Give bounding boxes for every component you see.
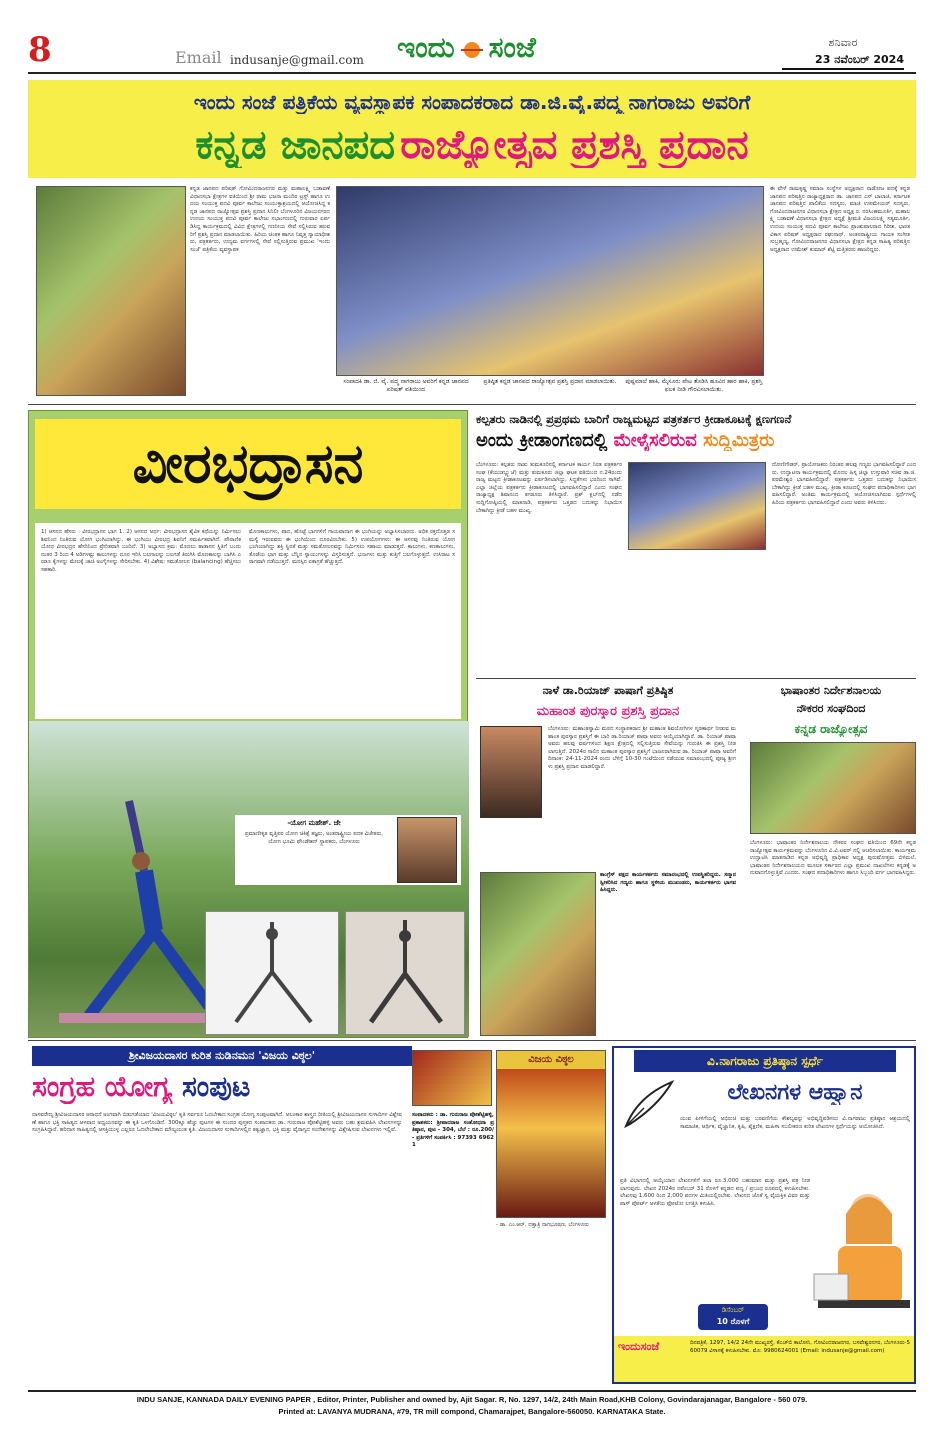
sports-headline-c: ಸುದ್ದಿಮಿತ್ರರು <box>703 430 775 451</box>
award-caption-c: ಪುಷ್ಪಮಾಲೆ ಹಾಕಿ, ಮೈಸೂರು ಪೇಟ ತೊಡಿಸಿ ಹೂವಿನ ಹಾರ ಹಾಕಿ, ಪ್ರಶಸ್ತಿ ಫಲಕ ನೀಡಿ ಗೌರವಿಸಲಾಯಿತು. <box>625 378 763 393</box>
writer-illustration <box>810 1174 914 1334</box>
contest-address-brand: ಇಂದುಸಂಜೆ <box>618 1340 660 1353</box>
sports-kicker: ಕಲ್ಪತರು ನಾಡಿನಲ್ಲಿ ಪ್ರಪ್ರಥಮ ಬಾರಿಗೆ ರಾಜ್ಯಮಟ್ಟದ ಪತ್ರಕರ್ತರ ಕ್ರೀಡಾಕೂಟಕ್ಕೆ ಕ್ಷಣಗಣನೆ <box>476 412 792 426</box>
sports-photo <box>628 462 766 550</box>
email-address[interactable]: indusanje@gmail.com <box>230 53 364 67</box>
page-number: 8 <box>28 30 52 70</box>
award-caption-b: ಪ್ರತಿಷ್ಠಿತ ಕನ್ನಡ ಜಾನಪದ ರಾಜ್ಯೋತ್ಸವ ಪ್ರಶಸ್ತಿ ಪ್ರದಾನ ಮಾಡಲಾಯಿತು. <box>483 378 617 385</box>
sports-headline-b: ಮೇಳೈಸಲಿರುವ <box>613 430 697 451</box>
award-photo-1 <box>36 186 186 396</box>
date-day: 23 <box>815 53 831 66</box>
award-headline-green: ಕನ್ನಡ ಜಾನಪದ <box>195 122 396 168</box>
deadline-month: ಡಿಸೆಂಬರ್ <box>721 1306 745 1314</box>
contest-banner: ವಿ.ನಾಗರಾಜು ಪ್ರತಿಷ್ಠಾನ ಸ್ಪರ್ಧೆ <box>634 1050 896 1072</box>
imprint-line-2: Printed at: LAVANYA MUDRANA, #79, TR mill compond, Chamarajpet, Bangalore-560050. KARNATAKA State. <box>278 1407 666 1416</box>
quill-icon <box>618 1076 678 1132</box>
mid-rule <box>28 1040 916 1041</box>
contest-headline: ಲೇಖನಗಳ ಆಹ್ವಾನ <box>727 1080 863 1105</box>
section-rule <box>28 404 916 405</box>
yoga-text-panel <box>35 523 461 719</box>
translation-body: ಬೆಂಗಳೂರು: ಭಾಷಾಂತರ ನಿರ್ದೇಶನಾಲಯ ನೌಕರರ ಸಂಘದ ವತಿಯಿಂದ 69ನೇ ಕನ್ನಡ ರಾಜ್ಯೋತ್ಸವ ಕಾರ್ಯಕ್ರಮವನ್ನು ಬೆಂಗಳೂರಿನ ವಿ.ವಿ.ಟವರ್ ನಲ್ಲಿ ಆಚರಿಸಲಾಯಿತು. ಕಾರ್ಯಕ್ರಮ ಉದ್ಘಾಟಿಸಿ ಮಾತನಾಡಿದ ಕನ್ನಡ ಅಭಿವೃದ್ಧಿ ಪ್ರಾಧಿಕಾರ ಅಧ್ಯಕ್ಷ ಪುರುಷೋತ್ತಮ ಬಿಳಿಮಲೆ, ಭಾಷಾಂತರ ನಿರ್ದೇಶನಾಲಯದ ಮೂಲಕ ಸರ್ಕಾರದ ಎಲ್ಲಾ ಪ್ರಮುಖ ದಾಖಲೆಗಳು ಕನ್ನಡಕ್ಕೆ ಅನುವಾದಗೊಳ್ಳುತ್ತಿವೆ ಎಂದರು. ಸಂಘದ ಪದಾಧಿಕಾರಿಗಳು ಹಾಗೂ ಸಿಬ್ಬಂದಿ ವರ್ಗ ಭಾಗವಹಿಸಿದ್ದರು. <box>750 840 916 877</box>
book-headline-a: ಸಂಗ್ರಹ ಯೋಗ್ಯ <box>32 1070 173 1103</box>
author-photo <box>397 817 457 883</box>
translation-headline: ಕನ್ನಡ ರಾಜ್ಯೋತ್ಸವ <box>794 722 868 736</box>
yoga-step-photo-2 <box>345 911 465 1035</box>
sports-col-2: ದೋಣಿಗೌಡರ್, ಪ್ರಾಯೋಜಕರು ನಿರಂತರ ಹಲವು ಗಣ್ಯರು ಭಾಗವಹಿಸಲಿದ್ದಾರೆ ಎಂದರು. ಉದ್ಘಾಟನಾ ಕಾರ್ಯಕ್ರಮದಲ್ಲಿ ಮೊದಲ ಹಿಸ್ಸ ಜಿಲ್ಲಾ ಉಸ್ತುವಾರಿ ಸಚಿವ ಡಾ.ಜಿ.ಪರಮೇಶ್ವರ ಭಾಗವಹಿಸಲಿದ್ದಾರೆ. ಪತ್ರಕರ್ತರು ಒತ್ತಡದ ಬದುಕನ್ನು ನಿಭಾಯಿಸಬೇಕಾಗಿದ್ದು ಕ್ರೀಡೆ ಬಹಳ ಮುಖ್ಯ. ಕ್ರೀಡಾ ಕೂಟದಲ್ಲಿ ಸಂಘದ ಪದಾಧಿಕಾರಿಗಳು ಭಾಗವಹಿಸಲಿದ್ದಾರೆ. ಅಂತಿಮ ಕಾರ್ಯಕ್ರಮದಲ್ಲಿ ಆಯೋಜಿಸಲಾಗಿರುವ ಸ್ಪರ್ಧೆಗಳಲ್ಲಿ ಹಿರಿಯ ಪತ್ರಕರ್ತರು ಭಾಗವಹಿಸಲಿದ್ದಾರೆ ಎಂದು ಅವರು ತಿಳಿಸಿದರು. <box>772 462 916 506</box>
logo-left: ಇಂದು <box>397 31 455 64</box>
riyaz-event-photo <box>480 872 596 1036</box>
yogi-figure <box>49 791 229 1031</box>
award-col-left: ಕನ್ನಡ ಜಾನಪದ ಪರಿಷತ್ ಗೋವಿಂದರಾಜನಗರ ಮತ್ತು ಮಹಾಲಕ್ಷ್ಮಿ ಬಡಾವಣೆ ವಿಧಾನಸಭಾ ಕ್ಷೇತ್ರಗಳ ವತಿಯಿಂದ ಶ್ರೀ ರಾಮ ಭಜನಾ ಮಂದಿರ ಟ್ರಸ್ಟ್ ಹಾಗೂ ಉದಯ ಸಂಯುಕ್ತ ಪದವಿ ಪೂರ್ವ ಕಾಲೇಜು ಸಂಯುಕ್ತಾಶ್ರಯದಲ್ಲಿ ಆಯೋಜಿಸಿದ್ದ ಕನ್ನಡ ಜಾನಪದ ರಾಜ್ಯೋತ್ಸವ ಪ್ರಶಸ್ತಿ ಪ್ರದಾನ ಸಿನಿಲೀ ಬೆಂಗಳೂರಿನ ವಿಜಯನಗರದ ಉದಯ ಸಂಯುಕ್ತ ಪದವಿ ಪೂರ್ವ ಕಾಲೇಜು ಸಭಾಂಗಣದಲ್ಲಿ ಗುರುವಾರ ಏರ್ಪಡಿಸಿದ್ದ ಕಾರ್ಯಕ್ರಮದಲ್ಲಿ ವಿವಿಧ ಕ್ಷೇತ್ರಗಳಲ್ಲಿ ಗಣನೀಯ ಸೇವೆ ಸಲ್ಲಿಸಿರುವ ಹಲವರಿಗೆ ಪ್ರಶಸ್ತಿ ಪ್ರದಾನ ಮಾಡಲಾಯಿತು. ಹಿರಿಯ ಚಿಂತಕ ಹಾಗೂ ನಿವೃತ್ತ ನ್ಯಾಯಾಧೀಶರು, ಪತ್ರಕರ್ತರು, ಉದ್ಯಮ ವರ್ಗಗಳಲ್ಲಿ ಸೇವೆ ಸಲ್ಲಿಸುತ್ತಿರುವ ಪ್ರಮುಖ 'ಇಂದು ಸಂಜೆ' ಪತ್ರಿಕೆಯ ವ್ಯವಸ್ಥಾಪಕ <box>190 186 330 253</box>
sports-headline-a: ಅಂದು ಕ್ರೀಡಾಂಗಣದಲ್ಲಿ <box>476 430 608 451</box>
yoga-author-box <box>235 815 461 885</box>
book-kicker: ಶ್ರೀವಿಜಯದಾಸರ ಕುರಿತ ನುಡಿನಮನ 'ವಿಜಯ ವಿಠ್ಠಲ' <box>32 1046 412 1066</box>
masthead-logo <box>397 28 536 68</box>
riyaz-event-caption: ಕಾಂಗ್ರೆಸ್ ಪಕ್ಷದ ಕಾರ್ಯಕರ್ತರು ಸಮಾರಂಭದಲ್ಲಿ ಉಪಸ್ಥಿತರಿದ್ದರು. ಸನ್ಮಾನ ಸ್ವೀಕರಿಸಿದ ಗಣ್ಯರು ಹಾಗೂ ಸ್ಥಳೀಯ ಮುಖಂಡರು, ಕಾರ್ಯಕರ್ತರು ಭಾಗವಹಿಸಿದ್ದರು. <box>600 872 736 894</box>
contest-box <box>612 1046 916 1384</box>
riyaz-headline-b: ಪ್ರಶಸ್ತಿ ಪ್ರದಾನ <box>621 704 680 719</box>
weekday: ಶನಿವಾರ <box>828 36 858 49</box>
riyaz-headline-a: ಮಹಾಂತ ಪುರಸ್ಕಾರ <box>536 704 617 719</box>
contest-intro: ಯುವ ಪೀಳಿಗೆಯಲ್ಲಿ ಅಭಿರುಚಿ ಮತ್ತು ಬರವಣಿಗೆಯ ಕೌಶಲ್ಯವನ್ನು ಅಭಿವೃದ್ಧಿಪಡಿಸಲು ವಿ.ನಾಗರಾಜು ಪ್ರತಿಷ್ಠಾನ ಆಶ್ರಯದಲ್ಲಿ ಸಾಮಾಜಿಕ, ಆರ್ಥಿಕ, ವೈಜ್ಞಾನಿಕ, ಕೃಷಿ, ಶೈಕ್ಷಣಿಕ, ಮಹಿಳಾ ಸಬಲೀಕರಣ ಕುರಿತ ಲೇಖನಗಳ ಸ್ಪರ್ಧೆಯನ್ನು ಆಯೋಜಿಸಿದೆ. <box>680 1116 910 1130</box>
book-details: ಸಂಪಾದಕರು : ಡಾ. ಗುರುರಾಜ ಪೋಶೆಟ್ಟಿಹಳ್ಳಿ, ಪ್ರಕಾಶಕರು: ಶ್ರೀಪಾದರಾಜ ಸಂಶೋಧನಾ ಪ್ರತಿಷ್ಠಾನ, ಪುಟ - 304, ಬೆಲೆ : ರೂ.200/- ಪ್ರತಿಗಳಿಗೆ ಸಂಪರ್ಕಿಸಿ : 97393 69621 <box>412 1112 494 1149</box>
yoga-col-1: 1) ಆಸನದ ಹೆಸರು : ವೀರಭದ್ರಾಸನ ಭಾಗ 1. 2) ಆಸನದ ಅರ್ಥ: ವೀರಭದ್ರಾಸನ ಶೈವಿಕ ಕಥೆಯನ್ನು ನಿರ್ಮಿಸಲು ಶಿವನಿಂದ ನಿಂತಿರುವ ಯೋಗ ಭಂಗಿಯಾಗಿದ್ದು, ಈ ಭಂಗಿಯು ವೀರಭದ್ರ ಶಿವನಿಗೆ ಸಮರ್ಪಿತವಾಗಿದೆ. ಪೌರಾಣಿಕ ಯೋಧ ವೀರಭದ್ರನ ಹೆಸರಿನಿಂದ ಪ್ರೇರಿತವಾಗಿ ಬಂದಿದೆ. 3) ಅಭ್ಯಾಸದ ಕ್ರಮ: ಮೊದಲು ತಾಡಾಸನ ಸ್ಥಿತಿಗೆ ಬಂದು ನಂತರ 3 ರಿಂದ 4 ಅಡಿಗಳಷ್ಟು ಕಾಲುಗಳನ್ನು ದೂರ ಇರಿಸಿ ಬಲಗಾಲನ್ನು ಬಲಗಡೆ ತಿರುಗಿಸಿ ಮೊಣಕಾಲನ್ನು ಬಾಗಿಸಿ ಎರಡೂ ಕೈಗಳನ್ನು ಮೇಲಕ್ಕೆ ಚಾಚಿ ಅಂಗೈಗಳನ್ನು ಸೇರಿಸಬೇಕು. 4) ವಿಶೇಷ: ಸಮತೋಲನ (balancing) ಹೆಚ್ಚಿಸಲು ಸಹಕಾರಿ. <box>41 529 241 573</box>
yoga-step-photo-1 <box>205 911 339 1035</box>
email-label: Email <box>175 48 222 67</box>
riyaz-photo <box>480 726 542 818</box>
book-cover <box>496 1050 606 1218</box>
translation-kicker-a: ಭಾಷಾಂತರ ನಿರ್ದೇಶನಾಲಯ <box>780 684 882 697</box>
page-header <box>0 0 945 78</box>
date-month: ನವೆಂಬರ್ <box>834 53 870 66</box>
book-cover-title: ವಿಜಯ ವಿಠ್ಠಲ <box>497 1051 605 1069</box>
book-reviewer: - ಡಾ. ಎಂ.ಆರ್. ದತ್ತಾತ್ರಿ ನಾಗಭೂಷಣ, ಬೆಂಗಳೂರು <box>496 1222 589 1228</box>
deadline-day: 10 ರೊಳಗೆ <box>716 1317 750 1326</box>
imprint-line-1: INDU SANJE, KANNADA DAILY EVENING PAPER , Editor, Printer, Publisher and owned by, Ajit Sagar. R, No. 1297, 14/2, 24th Main Road,KHB Colony, Govindarajanagar, Bangalore - 560 079. <box>136 1395 808 1404</box>
date-year: 2024 <box>873 53 904 66</box>
footer-rule <box>28 1390 916 1392</box>
book-thumb <box>412 1050 492 1106</box>
header-rule <box>28 72 916 74</box>
date-box <box>782 36 904 68</box>
sports-col-1: ಬೆಂಗಳೂರು: ಕಲ್ಪತರು ನಾಡು ತುಮಕೂರಿನಲ್ಲಿ ಕರ್ನಾಟಕ ಕಾರ್ಯ ನಿರತ ಪತ್ರಕರ್ತರ ಸಂಘ (ಕೆಯುಡಬ್ಲ್ಯುಜೆ) ಮತ್ತು ತುಮಕೂರು ಜಿಲ್ಲಾ ಘಟಕ ವತಿಯಿಂದ ನ.24ರಂದು ರಾಜ್ಯ ಮಟ್ಟದ ಕ್ರೀಡಾಕೂಟವನ್ನು ಏರ್ಪಡಿಸಲಾಗಿದ್ದು, ಸಿದ್ಧತೆಗಳು ಭರದಿಂದ ಸಾಗಿವೆ. ಎಲ್ಲಾ ಜಿಲ್ಲೆಯ ಪತ್ರಕರ್ತರು ಕ್ರೀಡಾಕೂಟದಲ್ಲಿ ಭಾಗವಹಿಸಲಿದ್ದಾರೆ ಎಂದು ಸಂಘದ ರಾಜ್ಯಾಧ್ಯಕ್ಷ ಶಿವಾನಂದ ತಗಡೂರು ತಿಳಿಸಿದ್ದಾರೆ. ಪ್ರಶ್ ಕ್ಲಬ್‌ನಲ್ಲಿ ನಡೆದ ಸುದ್ದಿಗೋಷ್ಠಿಯಲ್ಲಿ ಮಾತನಾಡಿ, ಪತ್ರಕರ್ತರು ಒತ್ತಡದ ಬದುಕನ್ನು ನಿಭಾಯಿಸಬೇಕಾಗಿದ್ದು ಕ್ರೀಡೆ ಬಹಳ ಮುಖ್ಯ. <box>476 462 622 514</box>
translation-photo <box>750 742 916 834</box>
translation-kicker-b: ನೌಕರರ ಸಂಘದಿಂದ <box>796 702 866 715</box>
sports-rule <box>476 678 916 679</box>
contest-address: ದಿನಪತ್ರಿಕೆ, 1297, 14/2 24ನೇ ಮುಖ್ಯರಸ್ತೆ, ಕೆಎಚ್‌ಬಿ ಕಾಲೋನಿ, ಗೋವಿಂದರಾಜನಗರ, ಬಸವೇಶ್ವರನಗರ, ಬೆಂಗಳೂರು-560079 ವಿಳಾಸಕ್ಕೆ ಕಳುಹಿಸಬೇಕು. ಮೊ: 9980624001 (Email: indusanje@gmail.com) <box>690 1340 910 1354</box>
sun-icon <box>459 35 485 61</box>
yoga-author-desc: ಪ್ರಮಾಣೀಕೃತ ವೃತ್ತಿಪರ ಯೋಗ ಚಿಕಿತ್ಸೆ ತಜ್ಞರು, ಅಂತರಾಷ್ಟ್ರೀಯ ಪದಕ ವಿಜೇತರು, ಯೋಗ ಭೂಮಿ ಫೌಂಡೇಶನ್ ಸ್ಥಾಪಕರು, ಬೆಂಗಳೂರು <box>245 831 383 845</box>
yoga-title: ವೀರಭದ್ರಾಸನ <box>35 419 461 509</box>
riyaz-kicker: ನಾಳೆ ಡಾ.ರಿಯಾಜ್ ಪಾಷಾಗೆ ಪ್ರತಿಷ್ಠಿತ <box>542 684 674 697</box>
award-headline-pink: ರಾಜ್ಯೋತ್ಸವ ಪ್ರಶಸ್ತಿ ಪ್ರದಾನ <box>400 122 749 168</box>
award-kicker: ಇಂದು ಸಂಜೆ ಪತ್ರಿಕೆಯ ವ್ಯವಸ್ಥಾಪಕ ಸಂಪಾದಕರಾದ ಡಾ.ಜಿ.ವೈ.ಪದ್ಮ ನಾಗರಾಜು ಅವರಿಗೆ <box>193 90 751 114</box>
book-cover-art <box>497 1069 605 1217</box>
contest-address-box <box>614 1336 914 1382</box>
deadline-badge <box>698 1304 768 1330</box>
contest-prize: ಪ್ರತಿ ವಿಭಾಗದಲ್ಲಿ ಆಯ್ಕೆಯಾದ ಲೇಖನಗಳಿಗೆ ತಲಾ ರೂ.3,000 ಬಹುಮಾನ ಮತ್ತು ಪ್ರಶಸ್ತಿ ಪತ್ರ ನೀಡಲಾಗುವುದು. ಲೇಖನ 2024ರ ನವೆಂಬರ್ 31 ರೊಳಗೆ ಕನ್ನಡದ ಪದ್ಯ / ಪ್ರಬಂಧ ರೂಪದಲ್ಲಿ ಕಳುಹಿಸಬೇಕು. ಲೇಖನವು 1,600 ರಿಂದ 2,000 ಪದಗಳ ಮಿತಿಯಲ್ಲಿರಬೇಕು. ಲೇಖನದ ಜೊತೆ ಸ್ವ ವೈಯಕ್ತಿಕ ವಿವರ ಮತ್ತು ಪಾಸ್ ಪೋರ್ಟ್ ಅಳತೆಯ ಫೋಟೋ ಲಗತ್ತಿಸಿ ಕಳುಹಿಸಿ. <box>620 1178 810 1207</box>
book-headline-b: ಸಂಪುಟ <box>181 1070 251 1103</box>
award-caption-a: ಸಂಪಾದಕಿ ಡಾ. ಜಿ. ವೈ. ಪದ್ಮ ನಾಗರಾಜು ಅವರಿಗೆ ಕನ್ನಡ ಜಾನಪದ ಪರಿಷತ್ ವತಿಯಿಂದ <box>343 378 469 393</box>
logo-right: ಸಂಜೆ <box>488 31 536 64</box>
award-headline-box <box>28 80 916 178</box>
yoga-author-name: -ಯೋಗ ಮಹೇಶ್. ಜೇ <box>287 819 341 827</box>
riyaz-body: ಬೆಂಗಳೂರು: ಮಹಾಂತಸ್ವಾಮಿ ಮಠದ ಸಂಸ್ಥಾಪಕರಾದ ಶ್ರೀ ಮಹಾಂತ ಶಿವಯೋಗಿಗಳ ಸ್ಮರಣಾರ್ಥ ನೀಡುವ ಮಹಾಂತ ಪುರಸ್ಕಾರ ಪ್ರಶಸ್ತಿಗೆ ಈ ಬಾರಿ ಡಾ.ರಿಯಾಜ್ ಪಾಷಾ ಅವರು ಆಯ್ಕೆಯಾಗಿದ್ದಾರೆ. ಡಾ. ರಿಯಾಜ್ ಪಾಷಾ ಅವರು ಹಲವು ವರ್ಷಗಳಿಂದ ಶಿಕ್ಷಣ ಕ್ಷೇತ್ರದಲ್ಲಿ ಸಲ್ಲಿಸುತ್ತಿರುವ ಸೇವೆಯನ್ನು ಗುರುತಿಸಿ ಈ ಪ್ರಶಸ್ತಿ ನೀಡಲಾಗುತ್ತಿದೆ. 2024ರ ಸಾಲಿನ ಮಹಾಂತ ಪುರಸ್ಕಾರ ಪ್ರಶಸ್ತಿಗೆ ಭಾಜನರಾಗಿರುವ ಡಾ. ರಿಯಾಜ್ ಪಾಷಾ ಅವರಿಗೆ ದಿನಾಂಕ: 24-11-2024 ರಂದು ಬೆಳಿಗ್ಗೆ 10-30 ಗಂಟೆಯಿಂದ ನಡೆಯುವ ಸಮಾರಂಭದಲ್ಲಿ ಪೂಜ್ಯ ಶ್ರೀಗಳು ಪ್ರಶಸ್ತಿ ಪ್ರದಾನ ಮಾಡಲಿದ್ದಾರೆ. <box>548 726 736 770</box>
yoga-box <box>28 410 468 1038</box>
award-photo-2 <box>336 186 764 376</box>
book-body: ದಾಸವರೇಣ್ಯ ಶ್ರೀವಿಜಯದಾಸರ ಆರಾಧನೆ ಅಂಗವಾಗಿ ಬಿಡುಗಡೆಯಾದ 'ವಿಜಯವಿಠ್ಠಲ' ಕೃತಿ ಸರ್ವರೂ ಓದಬೇಕಾದ ಸಂಗ್ರಹ ಯೋಗ್ಯ ಸಂಪುಟವಾಗಿದೆ. ಅಲಂಕಾರ ಶಾಸ್ತ್ರದ ರೀತಿಯಲ್ಲಿ ಶ್ರೀವಿಜಯದಾಸರ ಸುಳಾದಿಗಳ ವಿಶ್ಲೇಷಣೆ ಹಾಗೂ ಭಕ್ತಿ ಸಾಹಿತ್ಯದ ಆಳವಾದ ಅಧ್ಯಯನವನ್ನು ಈ ಕೃತಿ ಒಳಗೊಂಡಿದೆ. 300ಕ್ಕೂ ಹೆಚ್ಚು ಪುಟಗಳ ಈ ಸುಂದರ ಪುಸ್ತಕದ ಸಂಪಾದಕರು ಡಾ. ಗುರುರಾಜ ಪೋಶೆಟ್ಟಿಹಳ್ಳಿ ಅವರು ಬಹು ಶ್ರಮವಹಿಸಿ ಲೇಖನಗಳನ್ನು ಸಂಗ್ರಹಿಸಿದ್ದಾರೆ. ಹರಿದಾಸ ಸಾಹಿತ್ಯದಲ್ಲಿ ಆಸಕ್ತಿಯುಳ್ಳ ಎಲ್ಲರೂ ಓದಲೇಬೇಕಾದ ಮೌಲ್ಯಯುತ ಕೃತಿ. ವಿಜಯದಾಸರ ಸುಳಾದಿಗಳಲ್ಲಿನ ತತ್ವಜ್ಞಾನ, ಭಕ್ತಿ ಮತ್ತು ವೈರಾಗ್ಯದ ಸಂದೇಶಗಳನ್ನು ವಿಶ್ಲೇಷಿಸುವ ಲೇಖನಗಳು ಇಲ್ಲಿವೆ. <box>32 1112 402 1134</box>
award-col-right: ಈ ವೇಳೆ ರಾಮಕೃಷ್ಣ ಸಮಾಜ ಸಂಸ್ಥೆಗಳ ಅಧ್ಯಕ್ಷರಾದ ನಾಡೋಜ ಪದಕ್ಕೆ ಕನ್ನಡ ಜಾನಪದ ಪರಿಷತ್ತಿನ ರಾಜ್ಯಾಧ್ಯಕ್ಷರಾದ ಡಾ. ಜಾನಪದ ಎಸ್ ಬಾಲಾಜಿ, ಕರ್ನಾಟಕ ಜಾನಪದ ಪರಿಷತ್ತಿನ ಪಾಲಿಕೆಯ ಸದಸ್ಯರು, ಮಾಜಿ ಉಪಮೇಯರ್ ಸದಸ್ಯರು, ಗೋವಿಂದರಾಜನಗರ ವಿಧಾನಸಭಾ ಕ್ಷೇತ್ರದ ಅಧ್ಯಕ್ಷ ರ. ನರಸಿಂಹಮೂರ್ತಿ, ಮಹಾಲಕ್ಷ್ಮಿ ಬಡಾವಣೆ ವಿಧಾನಸಭಾ ಕ್ಷೇತ್ರದ ಅಧ್ಯಕ್ಷೆ ಶ್ರೀಮತಿ ವಿಜಯಲಕ್ಷ್ಮಿ ಸತ್ಯಮೂರ್ತಿ, ಉದಯ ಸಂಯುಕ್ತ ಪದವಿ ಪೂರ್ವ ಕಾಲೇಜು ಪ್ರಾಂಶುಪಾಲರಾದ ಗಿರೀಶ, ಭಾರತ ವಿಕಾಸ ಪರಿಷತ್ ಅಧ್ಯಕ್ಷರಾದ ರಘುನಾಥ್, ಅಂತರರಾಷ್ಟ್ರೀಯ ಗಾಯಕ ಸಂಗೀತ ಸುಬ್ರಹ್ಮಣ್ಯ, ಗೋವಿಂದರಾಜನಗರ ವಿಧಾನಸಭಾ ಕ್ಷೇತ್ರದ ಕನ್ನಡ ಸಾಹಿತ್ಯ ಪರಿಷತ್ತಿನ ಅಧ್ಯಕ್ಷರಾದ ಉಮೇಶ್ ಕುಮಾರ್ ಶೆಟ್ಟಿ ಮತ್ತಿತರರು ಹಾಜರಿದ್ದರು. <box>770 186 910 253</box>
yoga-col-2: ಮೊಣಕಾಲುಗಳು, ಪಾದ, ಹೊಟ್ಟೆ ಭಾಗಗಳಿಗೆ ಗಾಯವಾದಾಗ ಈ ಭಂಗಿಯನ್ನು ಅಭ್ಯಾಸಿಸಬಾರದು. ಅಧಿಕ ರಕ್ತದೊತ್ತಡ ಸಮಸ್ಯೆ ಇರುವವರು ಈ ಭಂಗಿಯಿಂದ ದೂರವಿರಬೇಕು. 5) ಉಪಯೋಗಗಳು: ಈ ಆಸನವು ನಿಂತಿರುವ ಯೋಗ ಭಂಗಿಯಾಗಿದ್ದು ಶಕ್ತಿ ಸ್ಥಿರತೆ ಮತ್ತು ಸಮತೋಲನವನ್ನು ನಿರ್ಮಿಸಲು ಸಹಾಯ ಮಾಡುತ್ತದೆ. ಕಾಲುಗಳು, ಕಣಕಾಲುಗಳು, ತೊಡೆಯ ಭಾಗ ಮತ್ತು ಬೆನ್ನಿನ ಸ್ನಾಯುಗಳನ್ನು ವಿಸ್ತರಿಸುತ್ತದೆ. ಭುಜಗಳು ಮತ್ತು ಕುತ್ತಿಗೆ ಬಲಗೊಳ್ಳುತ್ತದೆ. ಉಸಿರಾಟ ಸರಾಗವಾಗಿ ನಡೆಯುತ್ತದೆ. ಮನಸ್ಸಿನ ಏಕಾಗ್ರತೆ ಹೆಚ್ಚುತ್ತದೆ. <box>249 529 455 566</box>
